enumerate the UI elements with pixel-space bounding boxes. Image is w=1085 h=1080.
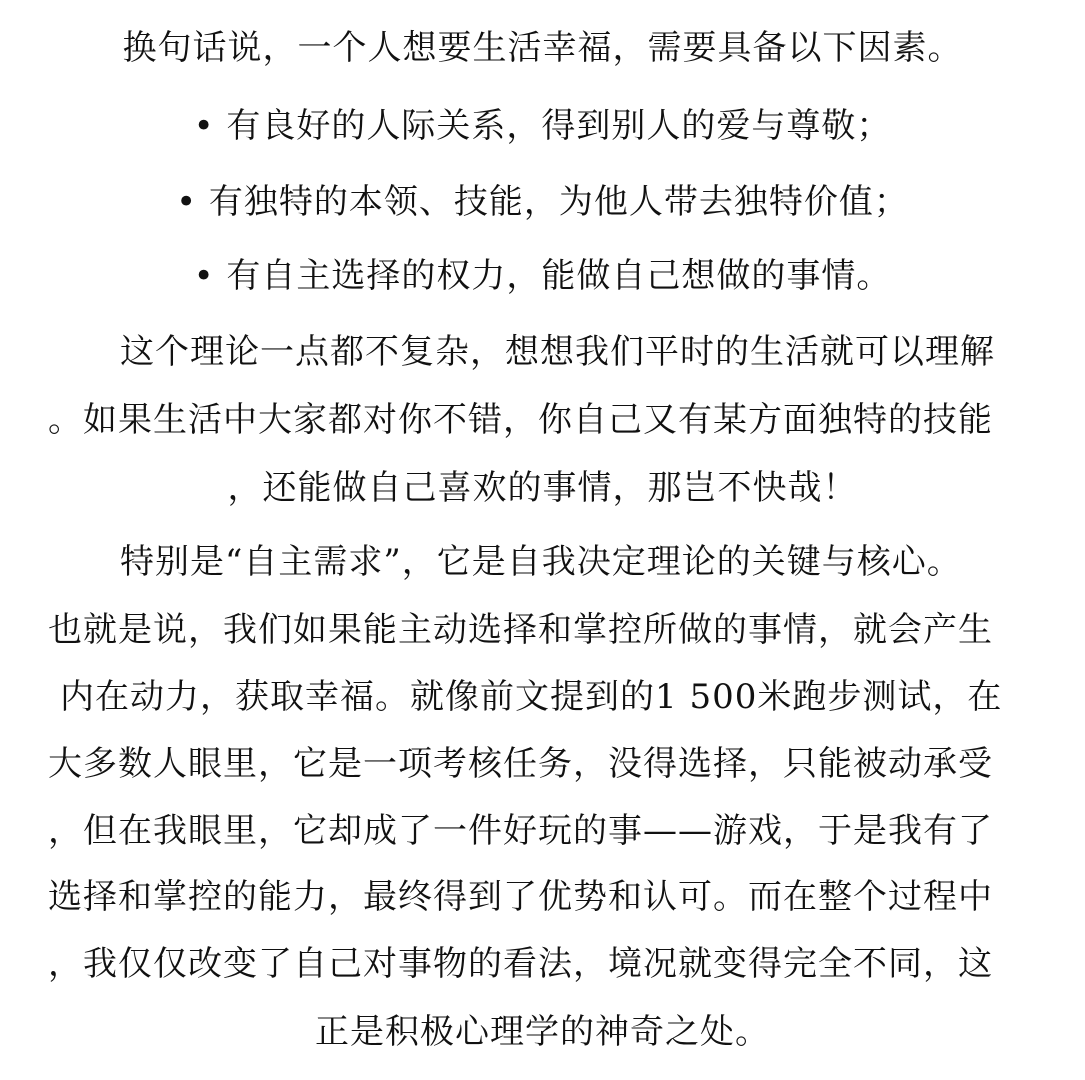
paragraph-1-line-3: ，还能做自己喜欢的事情，那岂不快哉！ [227,468,858,508]
paragraph-2-line-8: 正是积极心理学的神奇之处。 [315,1012,770,1052]
paragraph-2-line-3: 内在动力，获取幸福。就像前文提到的1 500米跑步测试，在 [60,677,1003,717]
paragraph-2-line-2: 也就是说，我们如果能主动选择和掌控所做的事情，就会产生 [48,610,993,650]
paragraph-1-line-2: 。如果生活中大家都对你不错，你自己又有某方面独特的技能 [48,400,993,440]
bullet-item-autonomy: • 有自主选择的权力，能做自己想做的事情。 [193,256,892,296]
bullet-item-relationships: • 有良好的人际关系，得到别人的爱与尊敬； [193,106,892,146]
intro-line: 换句话说，一个人想要生活幸福，需要具备以下因素。 [122,28,963,68]
bullet-item-skills: • 有独特的本领、技能，为他人带去独特价值； [176,182,909,222]
paragraph-2-line-4: 大多数人眼里，它是一项考核任务，没得选择，只能被动承受 [48,744,993,784]
paragraph-1-line-1: 这个理论一点都不复杂，想想我们平时的生活就可以理解 [120,332,995,372]
paragraph-2-line-6: 选择和掌控的能力，最终得到了优势和认可。而在整个过程中 [48,877,993,917]
paragraph-2-line-5: ，但在我眼里，它却成了一件好玩的事——游戏，于是我有了 [48,811,993,851]
paragraph-2-line-7: ，我仅仅改变了自己对事物的看法，境况就变得完全不同，这 [48,944,993,984]
paragraph-2-line-1: 特别是“自主需求”，它是自我决定理论的关键与核心。 [120,542,962,582]
